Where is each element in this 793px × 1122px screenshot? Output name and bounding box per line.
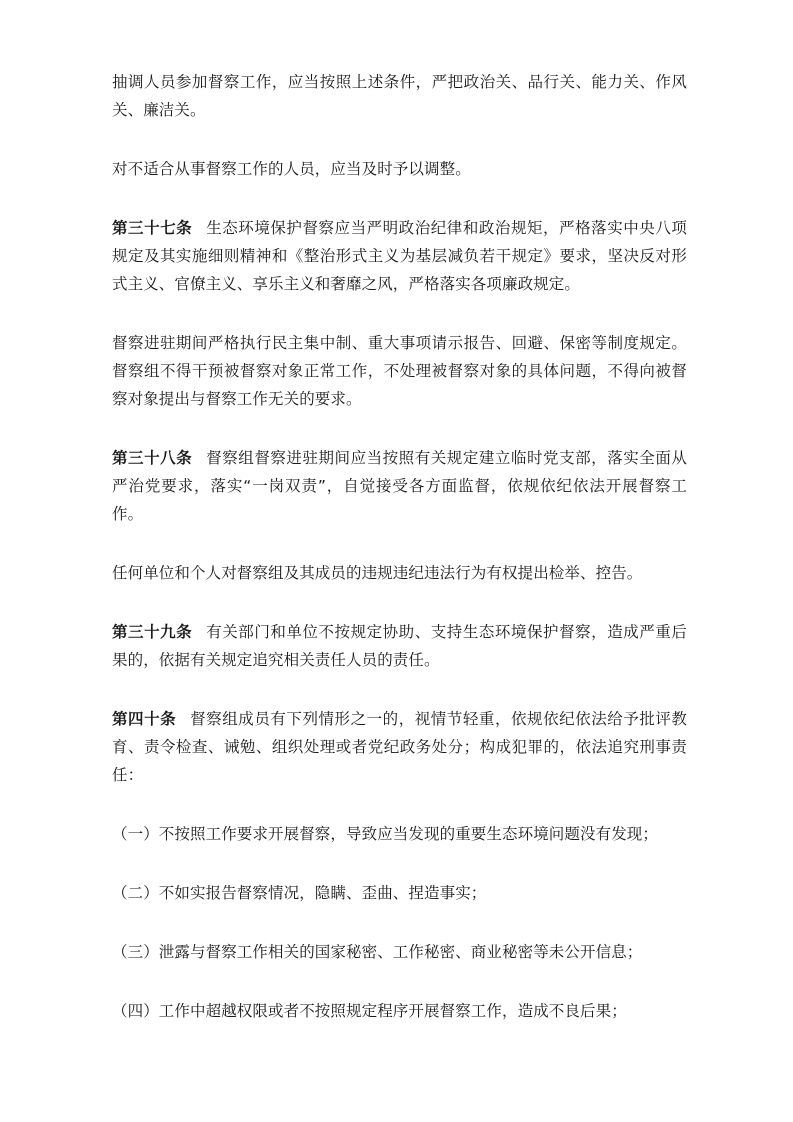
paragraph [112,559,687,587]
article-39 [112,618,687,674]
list-item [112,997,687,1025]
paragraph-text: （三）泄露与督察工作相关的国家秘密、工作秘密、商业秘密等未公开信息； [112,943,643,961]
paragraph-text: 有关部门和单位不按规定协助、支持生态环境保护督察，造成严重后果的，依据有关规定追究相关责任人员的责任。 [112,623,687,669]
paragraph [112,68,687,124]
article-40 [112,705,687,789]
paragraph-text: （二）不如实报告督察情况，隐瞒、歪曲、捏造事实； [112,884,487,902]
article-37 [112,214,687,298]
paragraph-text: 对不适合从事督察工作的人员，应当及时予以调整。 [112,160,471,178]
paragraph-text: （四）工作中超越权限或者不按照规定程序开展督察工作，造成不良后果； [112,1002,627,1020]
paragraph-text: 督察组成员有下列情形之一的，视情节轻重，依规依纪依法给予批评教育、责令检查、诫勉、组织处理或者党纪政务处分；构成犯罪的，依法追究刑事责任： [112,710,687,784]
article-number: 第三十九条 [112,623,193,641]
list-item [112,879,687,907]
paragraph-text: 生态环境保护督察应当严明政治纪律和政治规矩，严格落实中央八项规定及其实施细则精神和《整治形式主义为基层减负若干规定》要求，坚决反对形式主义、官僚主义、享乐主义和奢靡之风，严格落实各项廉政规定。 [112,219,687,293]
list-item [112,820,687,848]
article-number: 第四十条 [112,710,177,728]
paragraph-text: 抽调人员参加督察工作，应当按照上述条件，严把政治关、品行关、能力关、作风关、廉洁关。 [112,73,687,119]
paragraph [112,155,687,183]
list-item [112,938,687,966]
article-number: 第三十七条 [112,219,193,237]
paragraph-text: 督察组督察进驻期间应当按照有关规定建立临时党支部，落实全面从严治党要求，落实“一岗双责”，自觉接受各方面监督，依规依纪依法开展督察工作。 [112,449,687,523]
paragraph-text: （一）不按照工作要求开展督察，导致应当发现的重要生态环境问题没有发现； [112,825,659,843]
paragraph-text: 督察进驻期间严格执行民主集中制、重大事项请示报告、回避、保密等制度规定。督察组不得干预被督察对象正常工作，不处理被督察对象的具体问题，不得向被督察对象提出与督察工作无关的要求。 [112,334,687,408]
paragraph-text: 任何单位和个人对督察组及其成员的违规违纪违法行为有权提出检举、控告。 [112,564,643,582]
article-number: 第三十八条 [112,449,193,467]
paragraph [112,329,687,413]
article-38 [112,444,687,528]
